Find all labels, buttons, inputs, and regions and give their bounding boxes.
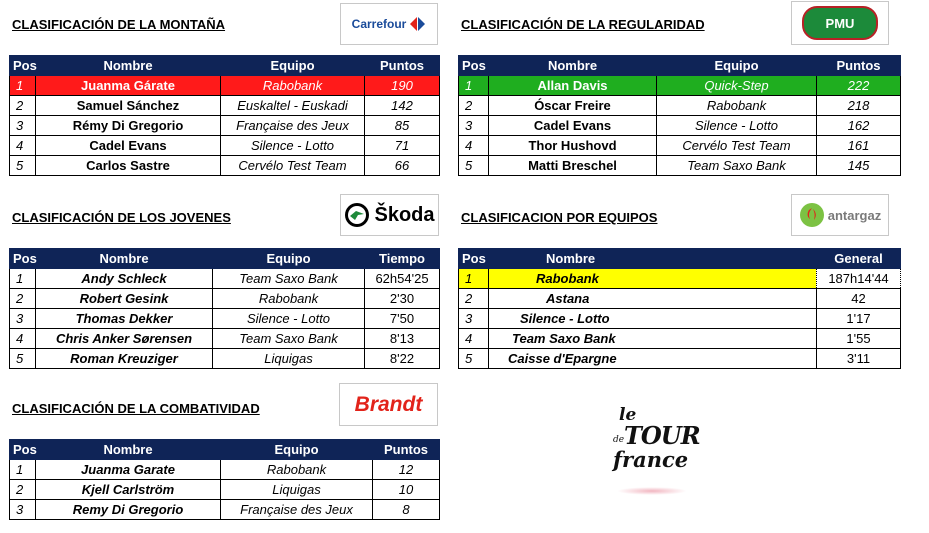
col-general: General	[817, 249, 901, 269]
row-pos: 4	[10, 136, 36, 156]
table-row	[10, 500, 440, 520]
row-pos: 4	[459, 329, 489, 349]
row-pos: 3	[459, 116, 489, 136]
row-team: Silence - Lotto	[213, 309, 365, 329]
mountain-table	[9, 55, 440, 176]
row-value: 10	[373, 480, 440, 500]
tour-logo-france: france	[613, 447, 689, 472]
table-row	[10, 96, 440, 116]
row-team: Rabobank	[221, 460, 373, 480]
col-pos: Pos	[459, 249, 489, 269]
youth-table	[9, 248, 440, 369]
brandt-logo	[339, 383, 438, 426]
row-value: 8'22	[365, 349, 440, 369]
table-row	[10, 156, 440, 176]
col-team: Equipo	[657, 56, 817, 76]
teams-table	[458, 248, 901, 369]
row-team: Française des Jeux	[221, 116, 365, 136]
row-value: 42	[817, 289, 901, 309]
tour-de-france-logo	[605, 405, 705, 500]
row-value: 85	[365, 116, 440, 136]
tour-logo-tour: TOUR	[624, 421, 700, 450]
row-value: 66	[365, 156, 440, 176]
col-pos: Pos	[10, 249, 36, 269]
carrefour-logo-text: Carrefour	[351, 17, 407, 31]
col-pos: Pos	[10, 56, 36, 76]
row-name: Óscar Freire	[489, 96, 657, 116]
row-value: 3'11	[817, 349, 901, 369]
row-name: Roman Kreuziger	[36, 349, 213, 369]
row-name: Juanma Gárate	[36, 76, 221, 96]
col-name: Nombre	[36, 440, 221, 460]
row-name: Team Saxo Bank	[489, 329, 817, 349]
row-pos: 4	[459, 136, 489, 156]
row-team: Rabobank	[213, 289, 365, 309]
combativity-header-row	[10, 440, 440, 460]
table-row	[10, 289, 440, 309]
col-team: Equipo	[221, 440, 373, 460]
skoda-logo	[340, 194, 439, 236]
table-row	[459, 309, 901, 329]
row-name: Remy Di Gregorio	[36, 500, 221, 520]
table-row	[459, 289, 901, 309]
col-points: Puntos	[817, 56, 901, 76]
row-name: Carlos Sastre	[36, 156, 221, 176]
row-name: Cadel Evans	[489, 116, 657, 136]
mountain-header-row	[10, 56, 440, 76]
row-pos: 1	[10, 76, 36, 96]
carrefour-symbol-icon	[408, 16, 426, 32]
row-team: Silence - Lotto	[657, 116, 817, 136]
tour-logo-le: le	[619, 405, 637, 425]
row-team: Rabobank	[657, 96, 817, 116]
col-team: Equipo	[213, 249, 365, 269]
row-value: 1'55	[817, 329, 901, 349]
col-points: Puntos	[373, 440, 440, 460]
mountain-title: CLASIFICACIÓN DE LA MONTAÑA	[12, 17, 226, 32]
table-row	[10, 269, 440, 289]
row-pos: 2	[459, 96, 489, 116]
row-pos: 4	[10, 329, 36, 349]
skoda-logo-text: Škoda	[374, 203, 435, 226]
row-team: Silence - Lotto	[221, 136, 365, 156]
row-pos: 2	[10, 289, 36, 309]
antargaz-logo-text: antargaz	[827, 207, 882, 223]
col-name: Nombre	[36, 249, 213, 269]
col-name: Nombre	[489, 56, 657, 76]
table-row	[459, 349, 901, 369]
table-row	[10, 309, 440, 329]
table-row	[459, 156, 901, 176]
row-team: Quick-Step	[657, 76, 817, 96]
brandt-logo-text: Brandt	[354, 392, 423, 416]
points-title: CLASIFICACIÓN DE LA REGULARIDAD	[461, 17, 705, 32]
row-pos: 1	[10, 460, 36, 480]
row-name: Chris Anker Sørensen	[36, 329, 213, 349]
youth-header-row	[10, 249, 440, 269]
row-team: Team Saxo Bank	[213, 269, 365, 289]
row-pos: 2	[459, 289, 489, 309]
table-row	[10, 136, 440, 156]
row-name: Thor Hushovd	[489, 136, 657, 156]
youth-title: CLASIFICACIÓN DE LOS JOVENES	[12, 210, 231, 225]
row-value: 1'17	[817, 309, 901, 329]
row-pos: 1	[459, 269, 489, 289]
points-header-row	[459, 56, 901, 76]
row-value: 62h54'25	[365, 269, 440, 289]
row-value: 218	[817, 96, 901, 116]
pmu-logo-text: PMU	[825, 15, 855, 31]
row-value: 71	[365, 136, 440, 156]
table-row	[459, 96, 901, 116]
row-name: Juanma Garate	[36, 460, 221, 480]
row-name: Andy Schleck	[36, 269, 213, 289]
col-name: Nombre	[36, 56, 221, 76]
row-team: Liquigas	[213, 349, 365, 369]
col-pos: Pos	[10, 440, 36, 460]
row-pos: 1	[459, 76, 489, 96]
row-name: Cadel Evans	[36, 136, 221, 156]
row-name: Caisse d'Epargne	[489, 349, 817, 369]
row-pos: 5	[459, 156, 489, 176]
table-row	[459, 329, 901, 349]
row-name: Allan Davis	[489, 76, 657, 96]
row-pos: 3	[10, 116, 36, 136]
table-row	[10, 480, 440, 500]
row-pos: 1	[10, 269, 36, 289]
col-time: Tiempo	[365, 249, 440, 269]
table-row	[10, 349, 440, 369]
row-value: 142	[365, 96, 440, 116]
row-value: 2'30	[365, 289, 440, 309]
table-row	[459, 136, 901, 156]
col-name: Nombre	[489, 249, 817, 269]
points-table	[458, 55, 901, 176]
row-pos: 2	[10, 96, 36, 116]
table-row	[459, 76, 901, 96]
row-value: 12	[373, 460, 440, 480]
pmu-badge	[802, 6, 878, 40]
antargaz-flame-icon	[799, 202, 825, 228]
tour-logo-de: de	[613, 435, 625, 445]
row-team: Cervélo Test Team	[657, 136, 817, 156]
row-value: 190	[365, 76, 440, 96]
row-value: 187h14'44	[817, 269, 901, 289]
row-team: Euskaltel - Euskadi	[221, 96, 365, 116]
col-pos: Pos	[459, 56, 489, 76]
row-team: Rabobank	[221, 76, 365, 96]
table-row	[10, 460, 440, 480]
row-value: 7'50	[365, 309, 440, 329]
row-name: Robert Gesink	[36, 289, 213, 309]
row-team: Cervélo Test Team	[221, 156, 365, 176]
table-row	[459, 269, 901, 289]
table-row	[10, 116, 440, 136]
combativity-title: CLASIFICACIÓN DE LA COMBATIVIDAD	[12, 401, 260, 416]
row-team: Team Saxo Bank	[213, 329, 365, 349]
row-pos: 3	[10, 309, 36, 329]
row-value: 162	[817, 116, 901, 136]
row-name: Rabobank	[489, 269, 817, 289]
row-team: Française des Jeux	[221, 500, 373, 520]
skoda-arrow-icon	[344, 202, 370, 228]
row-name: Samuel Sánchez	[36, 96, 221, 116]
row-pos: 5	[10, 349, 36, 369]
row-pos: 2	[10, 480, 36, 500]
row-pos: 3	[459, 309, 489, 329]
combativity-table	[9, 439, 440, 520]
pmu-logo	[791, 1, 889, 45]
row-value: 145	[817, 156, 901, 176]
col-team: Equipo	[221, 56, 365, 76]
row-value: 8	[373, 500, 440, 520]
row-pos: 3	[10, 500, 36, 520]
antargaz-logo	[791, 194, 889, 236]
row-value: 222	[817, 76, 901, 96]
table-row	[10, 329, 440, 349]
row-name: Matti Breschel	[489, 156, 657, 176]
tour-logo-shadow	[617, 487, 687, 495]
row-team: Team Saxo Bank	[657, 156, 817, 176]
row-name: Rémy Di Gregorio	[36, 116, 221, 136]
row-team: Liquigas	[221, 480, 373, 500]
teams-title: CLASIFICACION POR EQUIPOS	[461, 210, 658, 225]
row-name: Astana	[489, 289, 817, 309]
col-points: Puntos	[365, 56, 440, 76]
row-name: Thomas Dekker	[36, 309, 213, 329]
row-pos: 5	[10, 156, 36, 176]
row-name: Silence - Lotto	[489, 309, 817, 329]
table-row	[10, 76, 440, 96]
row-name: Kjell Carlström	[36, 480, 221, 500]
teams-header-row	[459, 249, 901, 269]
row-pos: 5	[459, 349, 489, 369]
row-value: 161	[817, 136, 901, 156]
table-row	[459, 116, 901, 136]
carrefour-logo	[340, 3, 438, 45]
row-value: 8'13	[365, 329, 440, 349]
